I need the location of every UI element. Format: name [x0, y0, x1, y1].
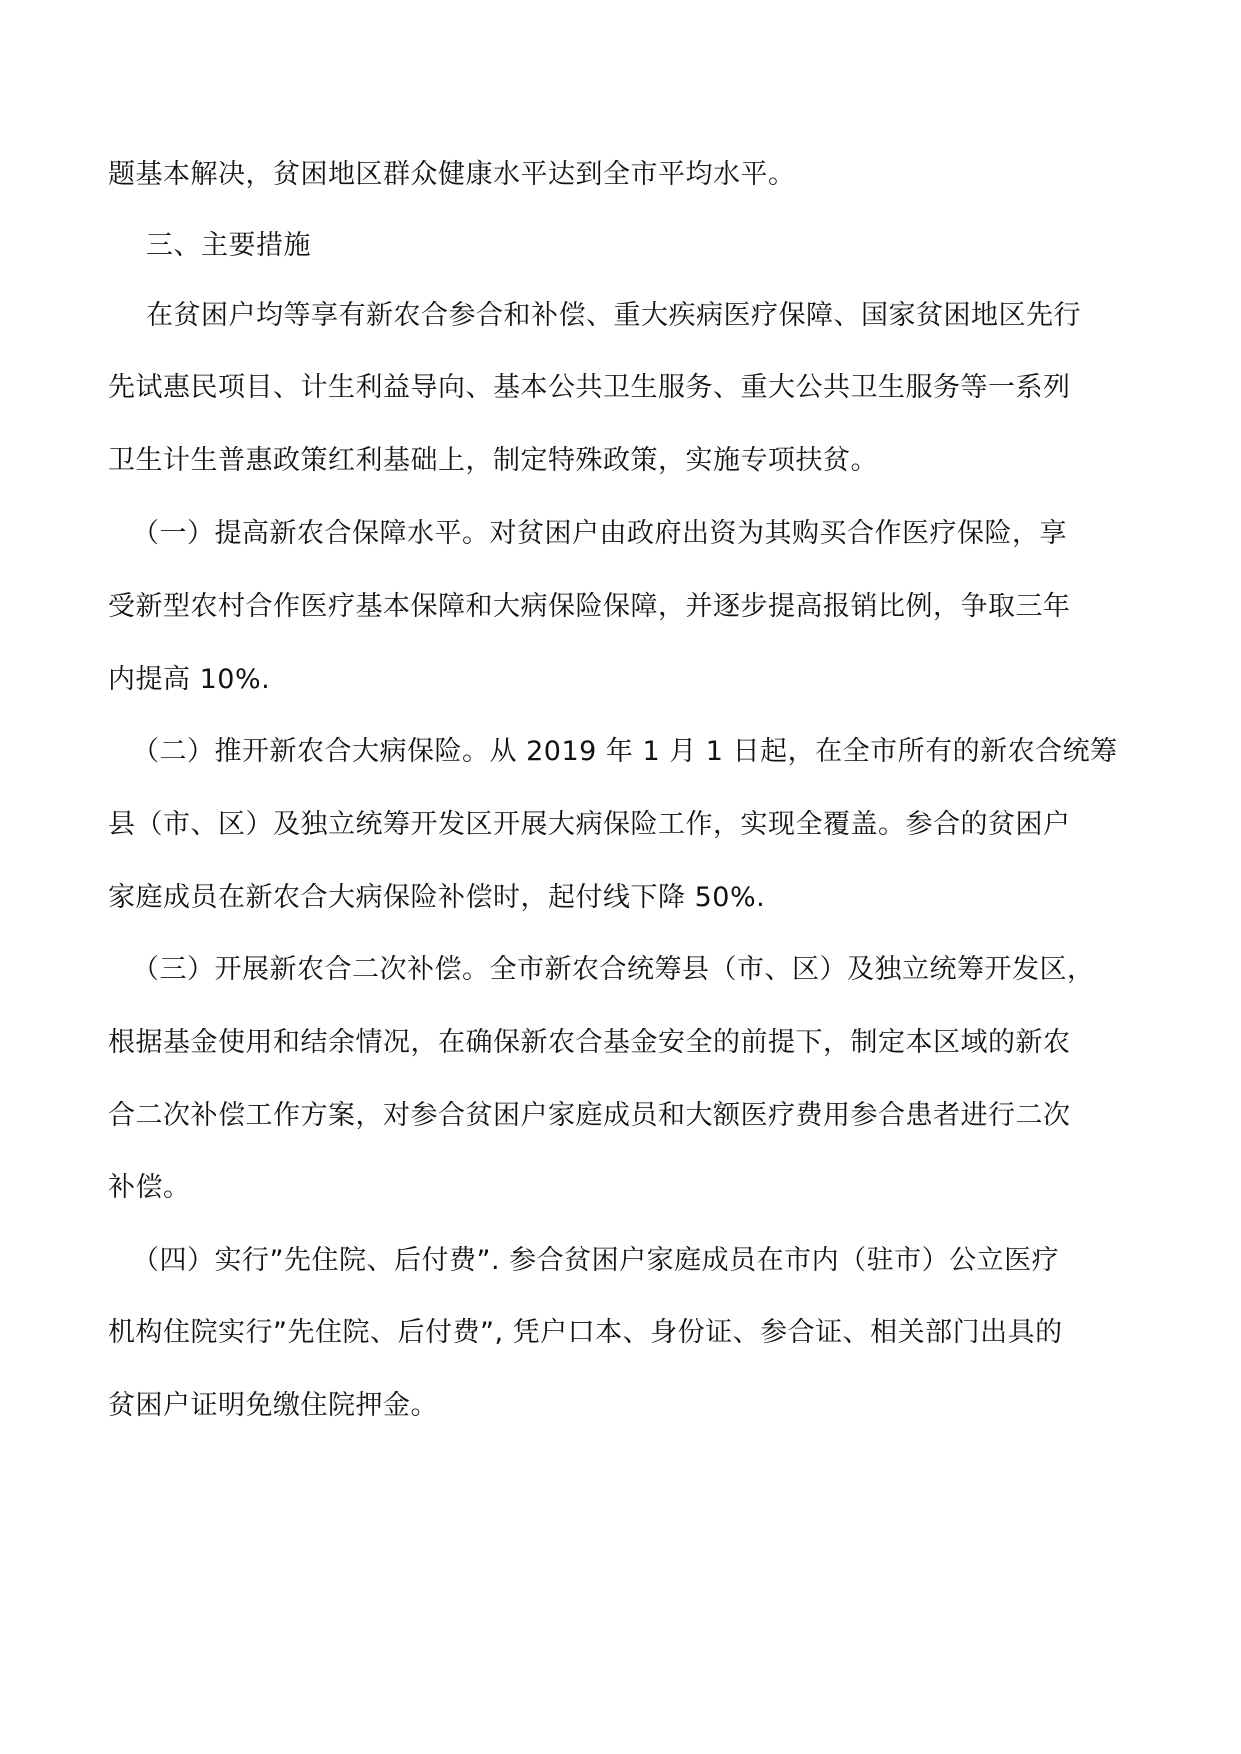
text-line: 先试惠民项目、计生利益导向、基本公共卫生服务、重大公共卫生服务等一系列	[108, 372, 1071, 403]
section-heading: 三、主要措施	[146, 230, 311, 261]
text-line: 受新型农村合作医疗基本保障和大病保险保障，并逐步提高报销比例，争取三年	[108, 591, 1071, 622]
text-line: 补偿。	[108, 1172, 191, 1203]
paragraph-first-line: （一）提高新农合保障水平。对贫困户由政府出资为其购买合作医疗保险，享	[132, 518, 1067, 549]
text-line: 家庭成员在新农合大病保险补偿时，起付线下降 50%.	[108, 882, 766, 913]
paragraph-first-line: （三）开展新农合二次补偿。全市新农合统筹县（市、区）及独立统筹开发区，	[132, 954, 1095, 985]
paragraph-first-line: （二）推开新农合大病保险。从 2019 年 1 月 1 日起，在全市所有的新农合统筹	[132, 736, 1118, 767]
text-line: 内提高 10%.	[108, 664, 271, 695]
text-line: 机构住院实行”先住院、后付费”, 凭户口本、身份证、参合证、相关部门出具的	[108, 1317, 1063, 1348]
paragraph-first-line: 在贫困户均等享有新农合参合和补偿、重大疾病医疗保障、国家贫困地区先行	[146, 300, 1081, 331]
paragraph-first-line: （四）实行”先住院、后付费”. 参合贫困户家庭成员在市内（驻市）公立医疗	[132, 1245, 1060, 1276]
text-line: 根据基金使用和结余情况，在确保新农合基金安全的前提下，制定本区域的新农	[108, 1027, 1071, 1058]
text-line: 卫生计生普惠政策红利基础上，制定特殊政策，实施专项扶贫。	[108, 445, 878, 476]
text-line: 合二次补偿工作方案，对参合贫困户家庭成员和大额医疗费用参合患者进行二次	[108, 1100, 1071, 1131]
text-line: 县（市、区）及独立统筹开发区开展大病保险工作，实现全覆盖。参合的贫困户	[108, 809, 1071, 840]
text-line: 贫困户证明免缴住院押金。	[108, 1390, 438, 1421]
text-line: 题基本解决，贫困地区群众健康水平达到全市平均水平。	[108, 159, 796, 190]
